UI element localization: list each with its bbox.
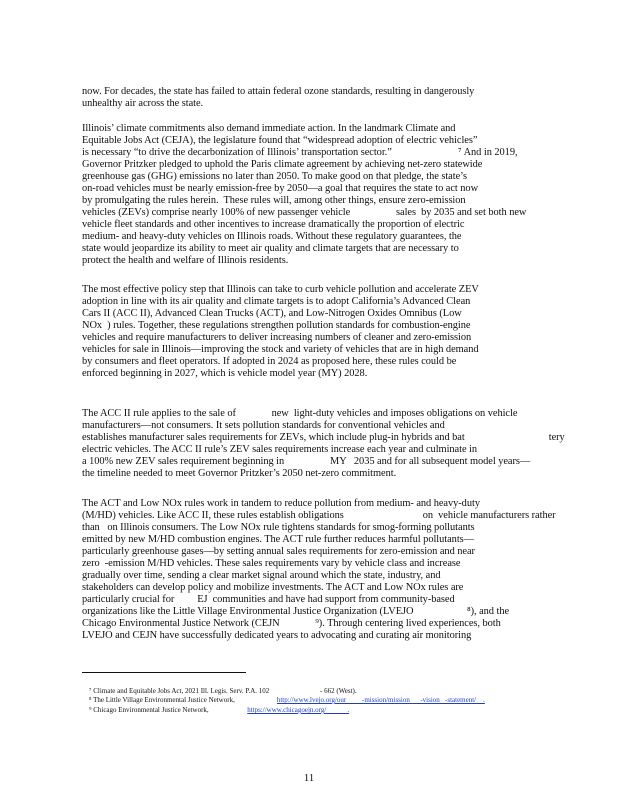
text-line: electric vehicles. The ACC II rule’s ZEV sales requirements increase each year and culminate in (82, 444, 478, 455)
page-number: 11 (303, 772, 315, 784)
text-line: particularly greenhouse gases—by setting annual sales requirements for zero-emission and near (82, 546, 475, 557)
text-line: vehicles and require manufacturers to deliver increasing numbers of cleaner and zero-emission (82, 332, 472, 343)
text-line: vehicles for sale in Illinois—improving the stock and variety of vehicles that are in high demand (82, 344, 479, 355)
text-line: Chicago Environmental Justice Network (CEJN ⁹). Through centering lived experiences, both (82, 618, 501, 629)
text-line: Equitable Jobs Act (CEJA), the legislature found that “widespread adoption of electric vehicles” (82, 135, 478, 146)
text-line: is necessary “to drive the decarbonization of Illinois’ transportation sector.” ⁷ And in 2019, (82, 147, 518, 158)
text-line: than on Illinois consumers. The Low NOx rule tightens standards for smog-forming pollutants (82, 522, 475, 533)
text-line: The ACC II rule applies to the sale of new light-duty vehicles and imposes obligations on vehicle (82, 408, 518, 419)
text-line: by consumers and fleet operators. If adopted in 2024 as proposed here, these rules could be (82, 356, 457, 367)
footnote-9 (82, 698, 349, 722)
text-line: The ACT and Low NOx rules work in tandem to reduce pollution from medium- and heavy-duty (82, 498, 480, 509)
footnote-text: Chicago Environmental Justice Network, (91, 706, 248, 714)
text-line: organizations like the Little Village Environmental Justice Organization (LVEJO ⁸), and the (82, 606, 510, 617)
text-line: NOx ) rules. Together, these regulations strengthen pollution standards for combustion-engine (82, 320, 471, 331)
text-line: adoption in line with its air quality and climate targets is to adopt California’s Advanced Clean (82, 296, 471, 307)
text-line: manufacturers—not consumers. It sets pollution standards for conventional vehicles and (82, 420, 445, 431)
footnote-text: Climate and Equitable Jobs Act, 2021 Ill. Legis. Serv. P.A. 102 - 662 (West). (91, 687, 357, 695)
text-line: zero -emission M/HD vehicles. These sales requirements vary by vehicle class and increase (82, 558, 461, 569)
text-line: (M/HD) vehicles. Like ACC II, these rules establish obligations on vehicle manufacturers rather (82, 510, 556, 521)
text-line: on-road vehicles must be nearly emission-free by 2050—a goal that requires the state to act now (82, 183, 479, 194)
text-line: The most effective policy step that Illinois can take to curb vehicle pollution and accelerate ZEV (82, 284, 479, 295)
text-line: enforced beginning in 2027, which is vehicle model year (MY) 2028. (82, 368, 368, 379)
footnote-separator (82, 672, 246, 673)
footnote-mark: ⁷ (89, 687, 92, 695)
footnote-mark: ⁸ (89, 696, 92, 704)
text-line: establishes manufacturer sales requirements for ZEVs, which include plug-in hybrids and bat tery (82, 432, 565, 443)
text-line: gradually over time, sending a clear market signal around which the state, industry, and (82, 570, 441, 581)
text-line: Governor Pritzker pledged to uphold the Paris climate agreement by achieving net-zero statewide (82, 159, 483, 170)
text-line: now. For decades, the state has failed to attain federal ozone standards, resulting in dangerously (82, 86, 475, 97)
text-line: unhealthy air across the state. (82, 98, 204, 109)
footnote-link[interactable]: http://www.lvejo.org/our -mission/mission -vision -statement/ . (276, 696, 485, 704)
text-line: particularly crucial for EJ communities and have had support from community-based (82, 594, 455, 605)
text-line: medium- and heavy-duty vehicles on Illinois roads. Without these regulatory guarantees, the (82, 231, 462, 242)
footnote-link[interactable]: https://www.chicagoejn.org/ . (247, 706, 350, 714)
text-line: stakeholders can develop policy and mobilize investments. The ACT and Low NOx rules are (82, 582, 464, 593)
text-line: Cars II (ACC II), Advanced Clean Trucks (ACT), and Low-Nitrogen Oxides Omnibus (Low (82, 308, 462, 319)
text-line: by promulgating the rules herein. These rules will, among other things, ensure zero-emission (82, 195, 466, 206)
text-line: greenhouse gas (GHG) emissions no later than 2050. To make good on that pledge, the state’s (82, 171, 467, 182)
text-line: vehicle fleet standards and other incentives to increase dramatically the proportion of electric (82, 219, 465, 230)
text-line: emitted by new M/HD combustion engines. The ACT rule further reduces harmful pollutants— (82, 534, 475, 545)
text-line: LVEJO and CEJN have successfully dedicated years to advocating and curating air monitoring (82, 630, 472, 641)
text-line: the timeline needed to meet Governor Pritzker’s 2050 net-zero commitment. (82, 468, 397, 479)
text-line: a 100% new ZEV sales requirement beginning in MY 2035 and for all subsequent model years— (82, 456, 531, 467)
footnote-mark: ⁹ (89, 706, 92, 714)
text-line: Illinois’ climate commitments also demand immediate action. In the landmark Climate and (82, 123, 456, 134)
text-line: state would jeopardize its ability to meet air quality and climate targets that are necessary to (82, 243, 459, 254)
footnote-text: The Little Village Environmental Justice Network, (91, 696, 277, 704)
text-line: protect the health and welfare of Illinois residents. (82, 255, 289, 266)
text-line: vehicles (ZEVs) comprise nearly 100% of new passenger vehicle sales by 2035 and set both new (82, 207, 527, 218)
